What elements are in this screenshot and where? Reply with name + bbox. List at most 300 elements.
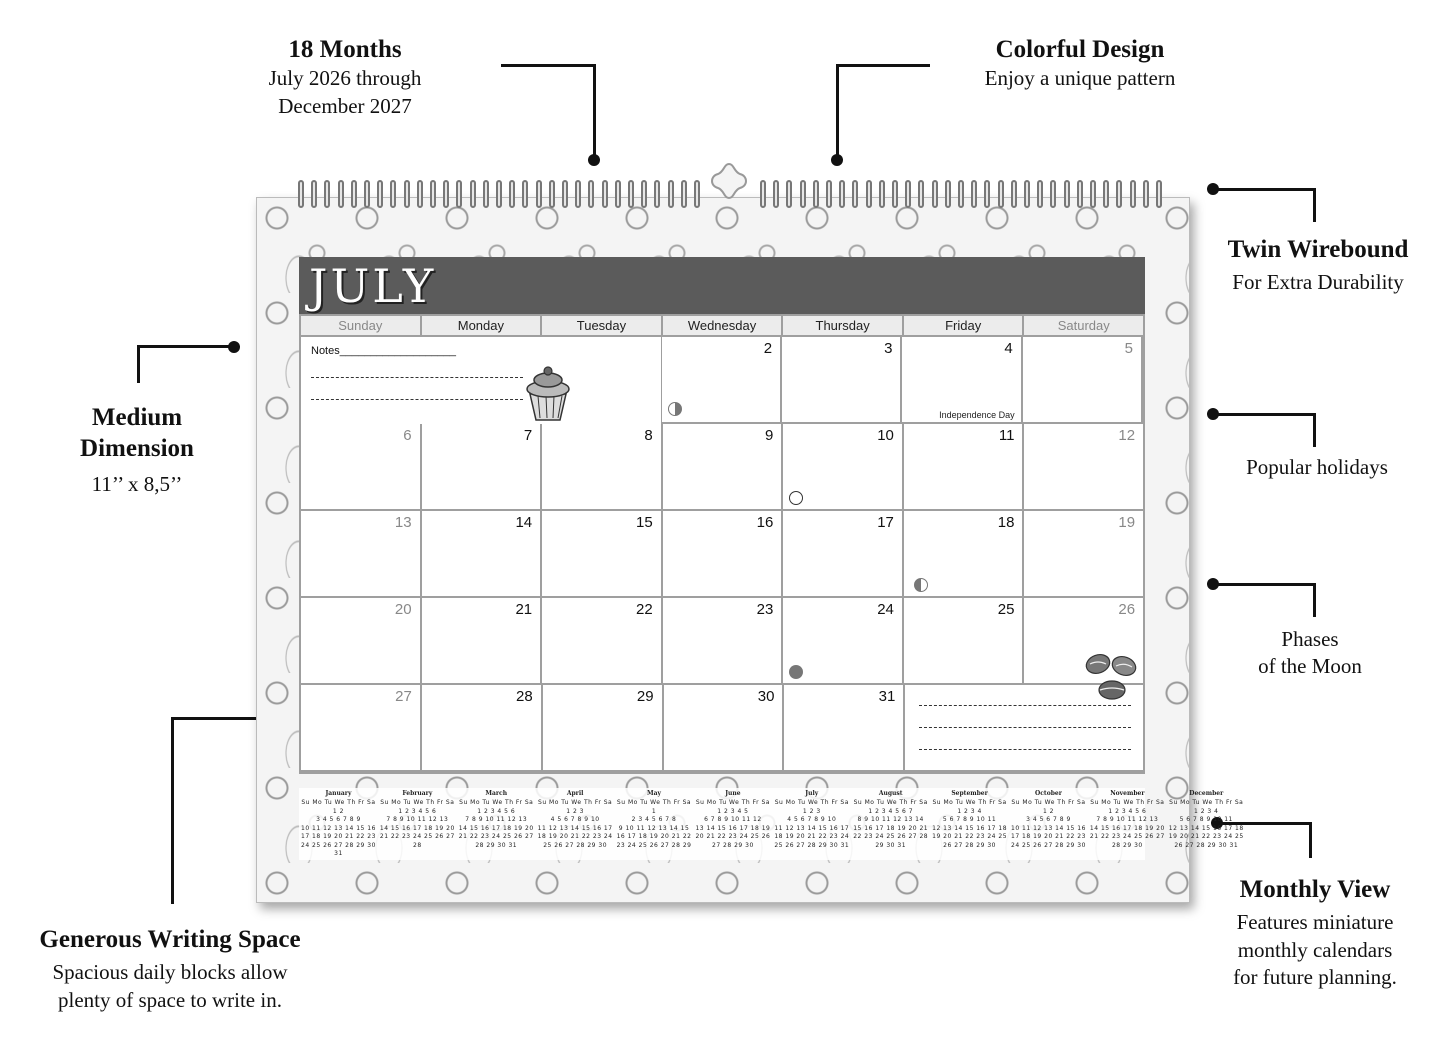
mini-calendar: [536, 788, 615, 860]
day-cell[interactable]: [422, 685, 543, 770]
mini-calendar-month: February: [402, 790, 433, 797]
mini-calendar-row: Su Mo Tu We Th Fr Sa: [853, 799, 928, 806]
mini-calendar: [851, 788, 930, 860]
binding-ring: [390, 180, 396, 208]
callout-dimension-title2: Dimension: [80, 435, 194, 463]
binding-ring: [1103, 180, 1109, 208]
mini-calendar-row: 26 27 28 29 30: [943, 841, 996, 849]
mini-calendar: [1167, 788, 1246, 860]
day-number: 18: [997, 514, 1015, 531]
binding-ring: [417, 180, 423, 208]
leader-line: [171, 717, 174, 904]
mini-calendar-row: 2 3 4 5 6 7 8: [631, 816, 677, 823]
mini-calendar-row: 25 26 27 28 29 30: [543, 841, 608, 849]
binding-ring: [773, 180, 779, 208]
binding-ring: [562, 180, 568, 208]
day-number: 7: [523, 427, 533, 444]
binding-ring: [654, 180, 660, 208]
binding-ring: [1037, 180, 1043, 208]
mini-calendar-row: Su Mo Tu We Th Fr Sa: [459, 799, 534, 806]
notes-label: Notes___________________: [311, 345, 456, 357]
day-cell[interactable]: [904, 598, 1025, 683]
mini-calendar-row: 29 30 31: [875, 841, 907, 849]
day-number: 10: [877, 427, 894, 444]
mini-calendar-row: 3 4 5 6 7 8 9: [1026, 816, 1071, 823]
notes-area[interactable]: [301, 337, 661, 424]
day-number: 23: [756, 601, 774, 618]
binding-ring: [694, 180, 700, 208]
binding-ring: [1143, 180, 1149, 208]
mini-calendar-row: 20 21 22 23 24 25 26: [695, 833, 771, 840]
binding-ring: [958, 180, 964, 208]
mini-calendar-row: 26 27 28 29 30 31: [1174, 841, 1239, 849]
mini-calendar-month: July: [805, 790, 819, 797]
mini-calendar-row: 12 13 14 15 16 17 18: [1168, 824, 1244, 832]
leader-line: [137, 345, 140, 383]
full-moon-icon: [789, 491, 803, 505]
coffee-beans-icon: [1082, 650, 1140, 706]
cupcake-icon: [522, 362, 574, 422]
mini-calendar-month: August: [878, 790, 903, 797]
day-cell[interactable]: [1024, 424, 1143, 509]
day-cell[interactable]: [663, 511, 784, 596]
mini-calendar-days: [617, 799, 692, 850]
mini-calendar: [457, 788, 536, 860]
mini-calendar: [693, 788, 772, 860]
leader-line: [836, 64, 930, 67]
callout-moon-sub1: Phases: [1281, 627, 1339, 651]
mini-calendar-row: Su Mo Tu We Th Fr Sa: [1169, 799, 1244, 806]
binding-ring: [879, 180, 885, 208]
mini-calendar-row: 7 8 9 10 11 12 13: [386, 816, 449, 823]
mini-calendar-row: 12 13 14 15 16 17 18: [932, 824, 1008, 832]
week-row: [301, 511, 1143, 598]
day-cell[interactable]: [663, 424, 784, 509]
callout-writing: [20, 924, 320, 1014]
callout-monthly-sub1: Features miniature: [1236, 910, 1394, 935]
day-cell[interactable]: [1024, 511, 1143, 596]
binding-ring: [364, 180, 370, 208]
binding-ring: [575, 180, 581, 208]
mini-calendar-row: 1 2 3 4: [1193, 807, 1219, 815]
mini-calendar: [772, 788, 851, 860]
mini-calendar-row: 10 11 12 13 14 15 16: [1011, 824, 1086, 832]
day-cell[interactable]: [904, 424, 1025, 509]
day-number: 11: [998, 427, 1015, 444]
first-quarter-moon-icon: [914, 578, 928, 592]
mini-calendar-row: 22 23 24 25 26 27 28: [853, 833, 929, 840]
leader-line: [836, 64, 839, 160]
binding-ring: [443, 180, 449, 208]
day-number: 6: [403, 427, 412, 444]
mini-calendar-days: [301, 799, 376, 859]
mini-calendar-month: September: [951, 790, 988, 797]
binding-ring: [932, 180, 938, 208]
day-cell[interactable]: [542, 511, 663, 596]
mini-calendar-row: 21 22 23 24 25 26 27: [1089, 833, 1165, 840]
notes-line: [311, 377, 523, 378]
callout-monthly-sub2: monthly calendars: [1237, 937, 1393, 962]
mini-calendar-row: 14 15 16 17 18 19 20: [379, 824, 455, 832]
binding-ring: [496, 180, 502, 208]
mini-calendar-row: 7 8 9 10 11 12 13: [465, 816, 528, 823]
mini-calendar-days: [1090, 799, 1165, 850]
binding-ring: [338, 180, 344, 208]
callout-dimension-title1: Medium: [91, 404, 183, 431]
week-row: [301, 598, 1143, 685]
binding-ring: [615, 180, 621, 208]
day-number: 13: [394, 514, 412, 531]
day-cell[interactable]: [784, 685, 905, 770]
mini-calendar-row: 10 11 12 13 14 15 16: [301, 824, 376, 832]
binding-ring: [1064, 180, 1070, 208]
day-cell[interactable]: [663, 598, 784, 683]
mini-calendar-row: 1 2 3: [566, 807, 584, 815]
mini-calendar: [1088, 788, 1167, 860]
mini-calendar-row: Su Mo Tu We Th Fr Sa: [932, 799, 1007, 806]
day-number: 28: [516, 688, 533, 705]
day-number: 12: [1118, 427, 1136, 444]
week-row: [301, 337, 1143, 424]
mini-calendar: [1009, 788, 1088, 860]
callout-months-title: 18 Months: [288, 36, 402, 63]
binding-ring: [404, 180, 410, 208]
binding-ring: [641, 180, 647, 208]
mini-calendar-row: 15 16 17 18 19 20 21: [853, 824, 929, 832]
mini-calendar-row: 1 2 3: [802, 807, 821, 815]
binding-ring: [760, 180, 766, 208]
mini-calendar-row: 6 7 8 9 10 11 12: [704, 816, 762, 823]
callout-months-sub1: July 2026 through: [268, 66, 422, 91]
leader-line: [1212, 583, 1316, 586]
notes-line: [919, 749, 1131, 750]
leader-line: [1313, 583, 1316, 617]
mini-calendar-row: 21 22 23 24 25 26 27: [379, 833, 455, 840]
mini-calendar-row: 9 10 11 12 13 14 15: [618, 824, 690, 832]
binding-ring: [1156, 180, 1162, 208]
day-cell[interactable]: [301, 598, 422, 683]
day-number: 30: [757, 688, 775, 705]
mini-calendar-days: [1011, 799, 1086, 850]
mini-calendar-row: 1 2 3 4: [957, 807, 982, 815]
binding-ring: [430, 180, 436, 208]
day-number: 22: [636, 601, 653, 618]
mini-calendar-row: 4 5 6 7 8 9 10: [787, 816, 837, 823]
day-cell[interactable]: [783, 511, 904, 596]
binding-ring: [945, 180, 951, 208]
binding-ring: [324, 180, 330, 208]
notes-line: [919, 727, 1131, 728]
mini-calendar-row: Su Mo Tu We Th Fr Sa: [538, 799, 613, 806]
binding-ring: [984, 180, 990, 208]
mini-calendar-days: [774, 799, 849, 850]
callout-moon-sub2: of the Moon: [1258, 654, 1362, 679]
mini-calendar-row: 14 15 16 17 18 19 20: [458, 824, 534, 832]
day-number: 24: [877, 601, 894, 618]
mini-calendar-month: October: [1035, 790, 1062, 797]
callout-months-sub2: December 2027: [278, 93, 412, 118]
binding-ring: [905, 180, 911, 208]
day-cell[interactable]: [422, 598, 543, 683]
mini-calendar-row: 27 28 29 30: [712, 841, 754, 849]
day-number: 19: [1118, 514, 1136, 531]
mini-calendar: [615, 788, 694, 860]
mini-calendar-row: Su Mo Tu We Th Fr Sa: [1011, 799, 1086, 806]
day-number: 25: [997, 601, 1015, 618]
binding-ring: [1090, 180, 1096, 208]
mini-calendar-month: April: [566, 790, 584, 797]
binding-ring: [377, 180, 383, 208]
callout-dimension-sub1: 11’’ x 8,5’’: [91, 471, 183, 496]
binding-ring: [668, 180, 674, 208]
binding-ring: [602, 180, 608, 208]
mini-calendar: [378, 788, 457, 860]
binding-ring: [483, 180, 489, 208]
mini-calendar-row: 31: [334, 850, 343, 857]
leader-line: [137, 345, 233, 348]
day-number: 17: [877, 514, 894, 531]
mini-calendar-row: 11 12 13 14 15 16 17: [774, 824, 850, 832]
day-number: 20: [394, 601, 412, 618]
mini-calendar-row: 23 24 25 26 27 28 29: [616, 841, 692, 849]
binding-ring: [786, 180, 792, 208]
day-cell[interactable]: [1023, 337, 1143, 422]
mini-calendar-row: 11 12 13 14 15 16 17: [537, 824, 613, 832]
mini-calendar-row: 21 22 23 24 25 26 27: [458, 833, 534, 840]
mini-calendar-row: 5 6 7 8 9 10 11: [1179, 816, 1233, 823]
day-number: 29: [636, 688, 654, 705]
mini-calendar-row: 1 2 3 4 5 6: [477, 807, 516, 815]
weekday-saturday: Saturday: [1057, 318, 1110, 333]
mini-calendar-row: 18 19 20 21 22 23 24: [774, 833, 850, 840]
leader-dot: [228, 341, 240, 353]
day-number: 3: [884, 340, 893, 357]
mini-calendar-row: 28 29 30: [1111, 841, 1143, 849]
callout-monthly-title: Monthly View: [1239, 876, 1391, 903]
calendar-page: [256, 197, 1244, 903]
day-number: 4: [1004, 340, 1013, 357]
mini-calendar-row: 4 5 6 7 8 9 10: [550, 816, 600, 823]
leader-line: [593, 64, 596, 160]
leader-line: [1309, 822, 1312, 858]
binding-ring: [813, 180, 819, 208]
mini-calendar-row: 3 4 5 6 7 8 9: [316, 816, 361, 823]
callout-design-sub1: Enjoy a unique pattern: [984, 66, 1176, 91]
weeks: [301, 337, 1143, 772]
callout-holidays: [1214, 454, 1420, 481]
day-number: 21: [515, 601, 533, 618]
binding-ring: [1024, 180, 1030, 208]
mini-calendar: [299, 788, 378, 860]
weekday-friday: Friday: [904, 316, 1025, 335]
mini-calendar-days: [853, 799, 928, 850]
mini-calendars: [299, 788, 1244, 860]
day-cell[interactable]: [422, 424, 543, 509]
mini-calendar-days: [1169, 799, 1244, 850]
mini-calendar-row: Su Mo Tu We Th Fr Sa: [774, 799, 849, 806]
callout-moon: [1220, 626, 1400, 681]
day-cell[interactable]: [301, 424, 422, 509]
mini-calendar-row: 24 25 26 27 28 29 30: [301, 841, 376, 849]
mini-calendar-row: 18 19 20 21 22 23 24: [537, 833, 613, 840]
day-number: 16: [756, 514, 774, 531]
day-cell[interactable]: [422, 511, 543, 596]
weekday-wednesday: Wednesday: [663, 316, 784, 335]
mini-calendar-row: 24 25 26 27 28 29 30: [1011, 841, 1086, 849]
binding-ring: [522, 180, 528, 208]
mini-calendar-month: December: [1189, 790, 1224, 797]
mini-calendar-row: 17 18 19 20 21 22 23: [1011, 833, 1086, 840]
mini-calendar-row: 17 18 19 20 21 22 23: [301, 833, 376, 840]
day-number: 31: [878, 688, 896, 705]
mini-calendar-row: 19 20 21 22 23 24 25: [1168, 833, 1244, 840]
mini-calendar-row: 1 2: [1042, 807, 1054, 815]
weekday-sunday: Sunday: [301, 316, 422, 335]
mini-calendar: [930, 788, 1009, 860]
mini-calendar-row: Su Mo Tu We Th Fr Sa: [695, 799, 770, 806]
weekday-thursday: Thursday: [783, 316, 904, 335]
callout-design: [960, 34, 1200, 93]
day-number: 8: [644, 427, 653, 444]
leader-line: [1212, 413, 1316, 416]
hanger-hook-icon: [704, 160, 754, 200]
binding-ring: [892, 180, 898, 208]
binding-ring: [1077, 180, 1083, 208]
weekday-monday: Monday: [422, 316, 543, 335]
day-number: 9: [764, 427, 774, 444]
binding-ring: [549, 180, 555, 208]
day-cell[interactable]: [662, 337, 782, 422]
binding-ring: [839, 180, 845, 208]
binding-ring: [470, 180, 476, 208]
day-cell[interactable]: [783, 598, 904, 683]
mini-calendar-row: 1 2 3 4 5 6: [398, 807, 437, 815]
day-number: 15: [636, 514, 653, 531]
week-row: [301, 424, 1143, 511]
day-cell[interactable]: [664, 685, 785, 770]
last-quarter-moon-icon: [668, 402, 682, 416]
callout-wirebound-title: Twin Wirebound: [1227, 236, 1409, 263]
callout-wirebound: [1200, 234, 1436, 297]
notes-line: [311, 399, 523, 400]
mini-calendar-row: 1 2 3 4 5 6: [1108, 807, 1147, 815]
day-number: 14: [515, 514, 533, 531]
mini-calendar-row: 16 17 18 19 20 21 22: [616, 833, 692, 840]
binding-ring: [918, 180, 924, 208]
mini-calendar-month: March: [485, 790, 508, 797]
day-cell[interactable]: [782, 337, 902, 422]
mini-calendar-row: 1 2: [332, 807, 344, 815]
mini-calendar-month: May: [647, 790, 662, 797]
binding-ring: [826, 180, 832, 208]
day-number: 27: [395, 688, 412, 705]
leader-line: [1313, 188, 1316, 222]
callout-monthly: [1212, 874, 1418, 991]
leader-line: [1313, 413, 1316, 447]
mini-calendar-row: 25 26 27 28 29 30 31: [774, 841, 850, 849]
weekday-tuesday: Tuesday: [542, 316, 663, 335]
mini-calendar-days: [932, 799, 1007, 850]
binding-ring: [1050, 180, 1056, 208]
leader-dot: [831, 154, 843, 166]
mini-calendar-row: 7 8 9 10 11 12 13: [1096, 816, 1159, 823]
binding-ring: [852, 180, 858, 208]
binding-ring: [866, 180, 872, 208]
month-title: JULY: [309, 259, 437, 313]
day-cell[interactable]: [542, 598, 663, 683]
mini-calendar-row: Su Mo Tu We Th Fr Sa: [380, 799, 455, 806]
callout-dimension: [58, 402, 216, 498]
binding-ring: [298, 180, 304, 208]
leader-line: [501, 64, 595, 67]
month-grid: [299, 314, 1145, 774]
mini-calendar-days: [695, 799, 770, 850]
callout-monthly-sub3: for future planning.: [1233, 964, 1397, 989]
mini-calendar-row: 19 20 21 22 23 24 25: [932, 833, 1008, 840]
day-cell[interactable]: [542, 424, 663, 509]
mini-calendar-month: January: [325, 790, 352, 797]
day-cell[interactable]: [543, 685, 664, 770]
day-number: 5: [1124, 340, 1133, 357]
day-number: 2: [763, 340, 773, 357]
month-header: [299, 257, 1145, 314]
binding-ring: [456, 180, 462, 208]
day-cell[interactable]: [904, 511, 1025, 596]
binding-ring: [1116, 180, 1122, 208]
day-number: 26: [1118, 601, 1136, 618]
mini-calendar-row: Su Mo Tu We Th Fr Sa: [616, 799, 692, 806]
leader-line: [1212, 188, 1316, 191]
mini-calendar-row: 8 9 10 11 12 13 14: [857, 816, 924, 823]
weekday-header: [301, 316, 1143, 337]
callout-writing-sub2: plenty of space to write in.: [58, 987, 282, 1012]
mini-calendar-row: 28 29 30 31: [475, 841, 518, 849]
binding-ring: [971, 180, 977, 208]
mini-calendar-days: [459, 799, 534, 850]
mini-calendar-month: November: [1110, 790, 1145, 797]
binding-ring: [311, 180, 317, 208]
binding-ring: [1130, 180, 1136, 208]
holiday-label: Independence Day: [939, 410, 1015, 420]
mini-calendar-row: Su Mo Tu We Th Fr Sa: [1090, 799, 1165, 806]
mini-calendar-days: [380, 799, 455, 850]
mini-calendar-row: 1: [651, 807, 657, 815]
callout-holidays-sub1: Popular holidays: [1246, 455, 1388, 479]
day-cell[interactable]: [301, 511, 422, 596]
new-moon-icon: [789, 665, 803, 679]
binding-ring: [628, 180, 634, 208]
mini-calendar-row: 5 6 7 8 9 10 11: [942, 816, 997, 823]
callout-design-title: Colorful Design: [995, 36, 1165, 63]
binding-ring: [509, 180, 515, 208]
mini-calendar-row: Su Mo Tu We Th Fr Sa: [301, 799, 376, 806]
day-cell[interactable]: [783, 424, 904, 509]
callout-writing-title: Generous Writing Space: [39, 926, 301, 953]
day-cell[interactable]: [902, 337, 1022, 422]
binding-ring: [998, 180, 1004, 208]
binding-ring: [1011, 180, 1017, 208]
leader-dot: [588, 154, 600, 166]
day-cell[interactable]: [301, 685, 422, 770]
callout-months: [250, 34, 440, 120]
binding-ring: [536, 180, 542, 208]
mini-calendar-days: [538, 799, 613, 850]
callout-wirebound-sub1: For Extra Durability: [1232, 270, 1404, 295]
mini-calendar-row: 14 15 16 17 18 19 20: [1089, 824, 1165, 832]
binding-ring: [351, 180, 357, 208]
mini-calendar-row: 1 2 3 4 5: [717, 807, 749, 815]
callout-writing-sub1: Spacious daily blocks allow: [52, 960, 288, 985]
